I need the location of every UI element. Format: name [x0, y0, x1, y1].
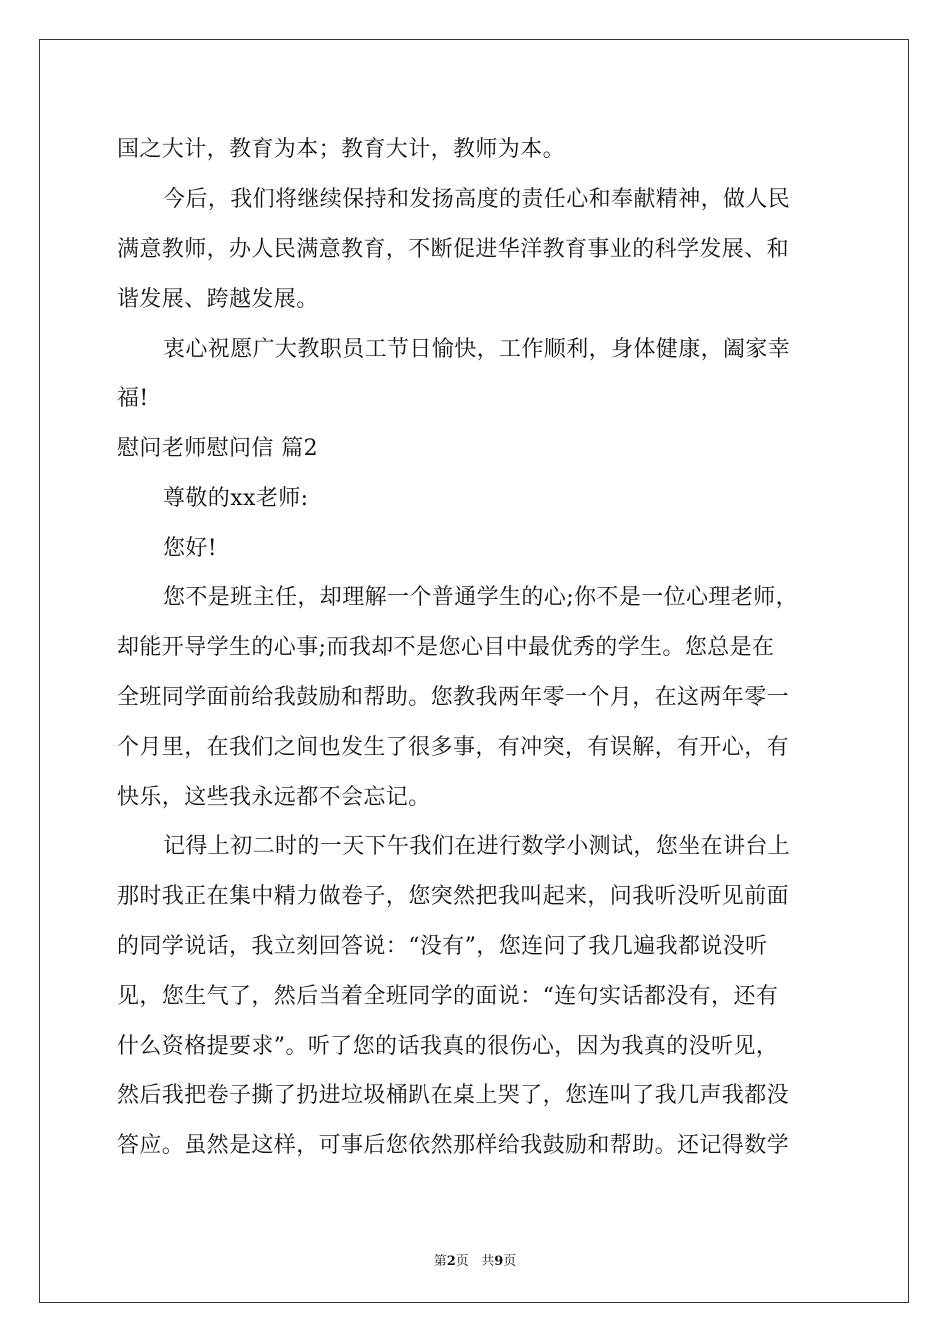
page-footer — [0, 1250, 950, 1269]
total-pages: 9 — [494, 1254, 504, 1269]
paragraph-line: 您不是班主任，却理解一个普通学生的心;你不是一位心理老师， — [163, 585, 799, 610]
paragraph-line: 然后我把卷子撕了扔进垃圾桶趴在桌上哭了，您连叫了我几声我都没 — [117, 1083, 790, 1108]
greeting: 您好! — [163, 536, 218, 561]
total-suffix: 页 — [503, 1254, 517, 1269]
page-border — [39, 39, 909, 1303]
paragraph-line: 谐发展、跨越发展。 — [117, 287, 319, 312]
page-number: 2 — [446, 1254, 456, 1269]
paragraph-line: 个月里，在我们之间也发生了很多事，有冲突，有误解，有开心，有 — [117, 735, 790, 760]
paragraph-line: 记得上初二时的一天下午我们在进行数学小测试，您坐在讲台上 — [163, 834, 791, 859]
paragraph-line: 什么资格提要求”。听了您的话我真的很伤心，因为我真的没听见， — [117, 1034, 779, 1059]
paragraph-line: 答应。虽然是这样，可事后您依然那样给我鼓励和帮助。还记得数学 — [117, 1133, 790, 1158]
section-heading: 慰问老师慰问信 篇2 — [117, 436, 318, 461]
page-prefix: 第 — [433, 1254, 447, 1269]
salutation: 尊敬的xx老师: — [163, 486, 309, 511]
paragraph-line: 满意教师，办人民满意教育，不断促进华洋教育事业的科学发展、和 — [117, 237, 790, 262]
paragraph-line: 全班同学面前给我鼓励和帮助。您教我两年零一个月，在这两年零一 — [117, 685, 790, 710]
paragraph-line: 今后，我们将继续保持和发扬高度的责任心和奉献精神，做人民 — [163, 187, 791, 212]
paragraph-line: 的同学说话，我立刻回答说：“没有”，您连问了我几遍我都说没听 — [117, 934, 768, 959]
paragraph-line: 国之大计，教育为本；教育大计，教师为本。 — [117, 137, 566, 162]
paragraph-line: 却能开导学生的心事;而我却不是您心目中最优秀的学生。您总是在 — [117, 635, 775, 660]
paragraph-line: 快乐，这些我永远都不会忘记。 — [117, 785, 431, 810]
paragraph-line: 衷心祝愿广大教职员工节日愉快，工作顺利，身体健康，阖家幸 — [163, 337, 791, 362]
page-suffix: 页 — [455, 1254, 469, 1269]
paragraph-line: 福! — [117, 386, 149, 411]
paragraph-line: 那时我正在集中精力做卷子，您突然把我叫起来，问我听没听见前面 — [117, 884, 790, 909]
total-prefix: 共 — [481, 1254, 495, 1269]
paragraph-line: 见，您生气了，然后当着全班同学的面说：“连句实话都没有，还有 — [117, 984, 779, 1009]
